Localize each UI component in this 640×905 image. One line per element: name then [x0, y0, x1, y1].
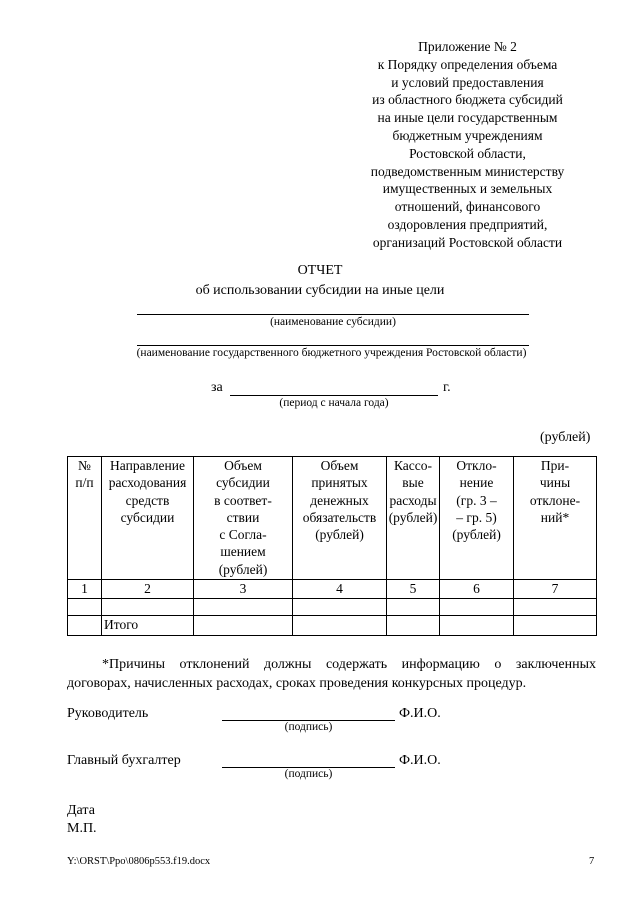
column-header-line: вые [402, 475, 424, 491]
column-header-line: Кассо- [393, 458, 433, 473]
column-header [194, 457, 293, 580]
head-fio: Ф.И.О. [399, 706, 441, 721]
column-header-line: с Согла- [219, 527, 267, 543]
column-header-line: отклоне- [529, 492, 581, 508]
subsidy-name-caption: (наименование субсидии) [270, 316, 396, 328]
column-header [387, 457, 440, 580]
table-cell[interactable] [514, 599, 597, 616]
column-number: 3 [194, 580, 293, 599]
footnote: *Причины отклонений должны содержать информацию о заключенных договорах, начисленных расходах, сроках проведения конкурсных процедур. [67, 657, 596, 691]
column-number: 2 [102, 580, 194, 599]
table-cell[interactable] [194, 599, 293, 616]
appendix-header [340, 38, 595, 252]
table-cell[interactable] [514, 616, 597, 636]
period-suffix: г. [443, 380, 451, 395]
column-header-line: Объем [320, 458, 359, 473]
column-header-line: Объем [224, 458, 262, 473]
appendix-line: отношений, финансового [394, 199, 541, 215]
column-header-line: (рублей) [315, 527, 364, 543]
institution-name-line [137, 345, 529, 346]
column-number: 1 [68, 580, 102, 599]
column-number: 7 [514, 580, 597, 599]
table-cell[interactable] [102, 599, 194, 616]
column-header-line: денежных [310, 492, 369, 508]
accountant-signature-caption: (подпись) [284, 768, 333, 780]
head-label: Руководитель [67, 706, 149, 721]
appendix-line: из областного бюджета субсидий [372, 92, 563, 108]
table-cell[interactable] [387, 616, 440, 636]
column-header-line: – гр. 5) [456, 509, 497, 525]
subsidy-name-line [137, 314, 529, 315]
column-header-line: ний* [540, 509, 570, 525]
table-cell[interactable] [293, 616, 387, 636]
appendix-line: и условий предоставления [391, 74, 544, 90]
column-header-line: субсидии [216, 475, 270, 491]
report-title: ОТЧЕТ [297, 263, 343, 278]
column-header [440, 457, 514, 580]
head-signature-caption: (подпись) [284, 721, 333, 733]
period-prefix: за [211, 380, 223, 395]
appendix-line: Ростовской области, [409, 145, 526, 161]
total-label: Итого [102, 616, 194, 636]
table-header-row [68, 457, 597, 580]
column-header-line: № [78, 458, 91, 473]
table-cell[interactable] [68, 599, 102, 616]
column-header-line: При- [540, 458, 570, 473]
appendix-line: организаций Ростовской области [372, 234, 563, 250]
units-label: (рублей) [540, 430, 591, 445]
institution-name-caption: (наименование государственного бюджетного учреждения Ростовской области) [136, 347, 527, 359]
column-header-line: обязательств [302, 509, 377, 525]
column-number: 5 [387, 580, 440, 599]
footer-page-number: 7 [589, 856, 595, 867]
report-subtitle: об использовании субсидии на иные цели [195, 283, 445, 298]
accountant-label: Главный бухгалтер [67, 753, 181, 768]
column-header-line: в соответ- [214, 492, 272, 508]
table-cell[interactable] [194, 616, 293, 636]
table-cell[interactable] [68, 616, 102, 636]
table-total-row [68, 616, 597, 636]
column-header-line: (рублей) [388, 509, 438, 525]
period-caption: (период с начала года) [279, 397, 389, 409]
appendix-line: оздоровления предприятий, [387, 216, 548, 232]
appendix-line: Приложение № 2 [418, 39, 517, 54]
column-header-line: субсидии [120, 509, 175, 525]
appendix-line: на иные цели государственным [377, 110, 558, 126]
column-header-line: Откло- [456, 458, 497, 473]
footer-file-path: Y:\ORST\Ppo\0806p553.f19.docx [67, 856, 211, 867]
appendix-line: подведомственным министерству [370, 163, 565, 179]
date-label: Дата [67, 803, 95, 818]
table-column-numbers-row [68, 580, 597, 599]
column-header-line: чины [539, 475, 571, 491]
column-header-line: ствии [226, 509, 260, 525]
column-header [514, 457, 597, 580]
stamp-label: М.П. [67, 821, 97, 836]
column-header-line: принятых [311, 475, 368, 491]
table-row [68, 599, 597, 616]
table-cell[interactable] [387, 599, 440, 616]
column-header-line: (гр. 3 – [456, 492, 497, 508]
report-table [67, 456, 597, 636]
column-header-line: шением [220, 544, 266, 560]
period-line [230, 395, 438, 396]
appendix-line: к Порядку определения объема [377, 56, 558, 72]
column-header [293, 457, 387, 580]
table-cell[interactable] [440, 599, 514, 616]
column-header-line: (рублей) [218, 561, 268, 577]
column-header-line: расходования [108, 475, 187, 491]
appendix-line: бюджетным учреждениям [392, 127, 543, 143]
column-header-line: нение [459, 475, 494, 491]
column-number: 4 [293, 580, 387, 599]
column-header-line: (рублей) [452, 527, 501, 543]
appendix-line: имущественных и земельных [382, 181, 553, 197]
column-header-line: п/п [75, 475, 94, 491]
table-cell[interactable] [440, 616, 514, 636]
column-header-line: расходы [389, 492, 437, 508]
table-cell[interactable] [293, 599, 387, 616]
column-header [102, 457, 194, 580]
column-header-line: средств [125, 492, 170, 508]
column-header [68, 457, 102, 580]
column-number: 6 [440, 580, 514, 599]
column-header-line: Направление [110, 458, 185, 473]
accountant-fio: Ф.И.О. [399, 753, 441, 768]
